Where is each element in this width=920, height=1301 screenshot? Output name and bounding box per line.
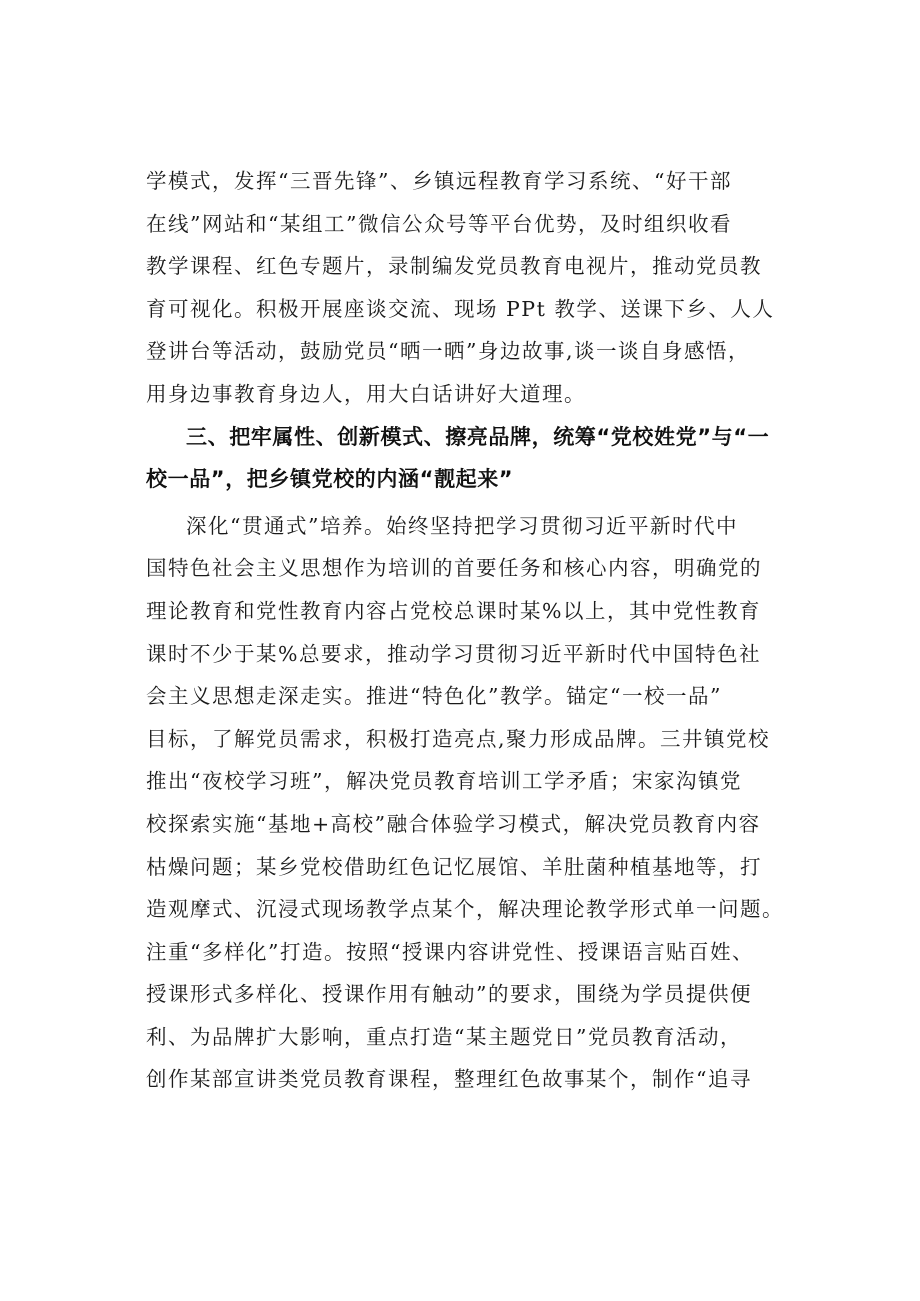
paragraph-line: 深化“贯通式”培养。始终坚持把学习贯彻习近平新时代中 — [186, 513, 738, 538]
paragraph-line: 目标，了解党员需求，积极打造亮点,聚力形成品牌。三井镇党校 — [146, 726, 771, 751]
paragraph-continued — [146, 160, 806, 416]
heading-line: 校一品”，把乡镇党校的内涵“靓起来” — [146, 467, 514, 492]
paragraph-line: 课时不少于某%总要求，推动学习贯彻习近平新时代中国特色社 — [146, 641, 761, 666]
paragraph-line: 育可视化。积极开展座谈交流、现场 PPt 教学、送课下乡、人人 — [146, 296, 775, 321]
paragraph-line: 创作某部宣讲类党员教育课程，整理红色故事某个，制作“追寻 — [146, 1067, 752, 1092]
heading-line: 三、把牢属性、创新模式、擦亮品牌，统筹“党校姓党”与“一 — [186, 424, 770, 449]
section-heading — [146, 416, 806, 501]
paragraph-line: 授课形式多样化、授课作用有触动”的要求，围绕为学员提供便 — [146, 982, 752, 1007]
paragraph-line: 校探索实施“基地+高校”融合体验学习模式，解决党员教育内容 — [146, 811, 761, 836]
paragraph-line: 国特色社会主义思想作为培训的首要任务和核心内容，明确党的 — [146, 556, 762, 581]
paragraph-line: 登讲台等活动，鼓励党员“晒一晒”身边故事,谈一谈自身感悟， — [146, 339, 750, 364]
paragraph-line: 教学课程、红色专题片，录制编发党员教育电视片，推动党员教 — [146, 254, 762, 279]
paragraph-line: 注重“多样化”打造。按照“授课内容讲党性、授课语言贴百姓、 — [146, 939, 754, 964]
paragraph-line: 枯燥问题；某乡党校借助红色记忆展馆、羊肚菌种植基地等，打 — [146, 854, 762, 879]
paragraph-line: 在线”网站和“某组工”微信公众号等平台优势，及时组织收看 — [146, 211, 732, 236]
paragraph-line: 造观摩式、沉浸式现场教学点某个，解决理论教学形式单一问题。 — [146, 897, 784, 922]
paragraph-line: 推出“夜校学习班”，解决党员教育培训工学矛盾；宋家沟镇党 — [146, 769, 742, 794]
paragraph-line: 用身边事教育身边人，用大白话讲好大道理。 — [146, 381, 586, 406]
document-body — [146, 160, 806, 1101]
paragraph-line: 理论教育和党性教育内容占党校总课时某%以上，其中党性教育 — [146, 598, 761, 623]
paragraph-line: 会主义思想走深走实。推进“特色化”教学。锚定“一校一品” — [146, 684, 722, 709]
section-paragraph — [146, 505, 806, 1101]
paragraph-line: 学模式，发挥“三晋先锋”、乡镇远程教育学习系统、“好干部 — [146, 169, 732, 193]
paragraph-line: 利、为品牌扩大影响，重点打造“某主题党日”党员教育活动， — [146, 1024, 742, 1049]
